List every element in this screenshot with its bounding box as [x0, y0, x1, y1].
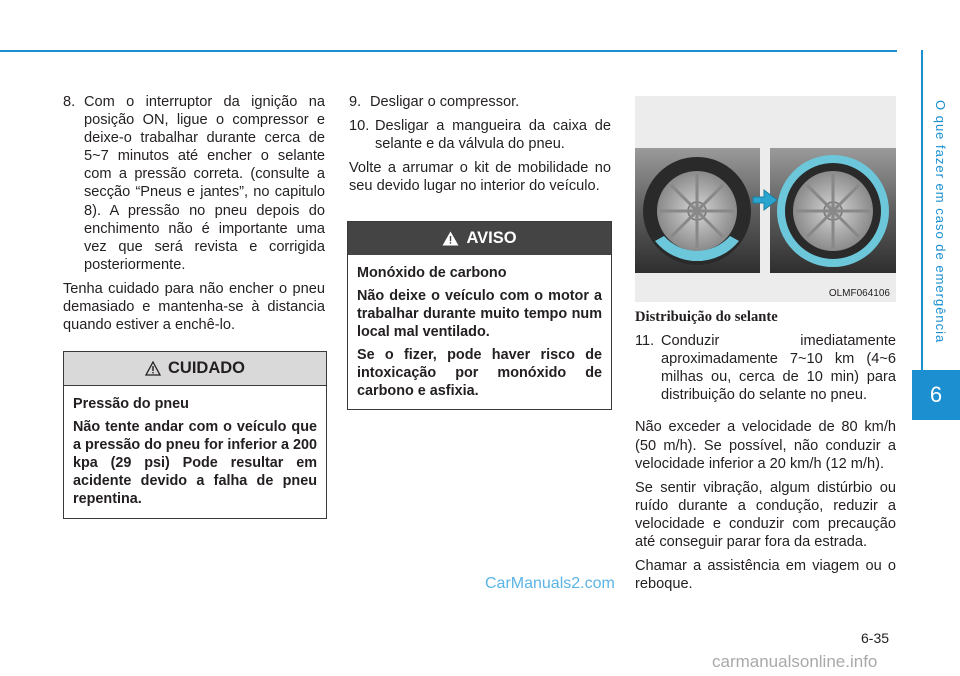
speed-paragraph: Não exceder a velocidade de 80 km/h (50 m/h). Se possível, não conduzir a velocidade inferior a 20 km/h (12 m/h). — [635, 419, 896, 472]
warning-subtitle: Monóxido de carbono — [357, 265, 507, 281]
tire-sealant-diagram — [635, 96, 896, 302]
vibration-paragraph: Se sentir vibração, algum distúrbio ou ruído durante a condução, reduzir a velocidade e conduzir com precaução até conseguir parar fora da estrada. — [635, 479, 896, 551]
page-number: 6-35 — [861, 630, 890, 646]
warning-triangle-icon — [145, 361, 161, 376]
step-number: 10. — [349, 118, 370, 135]
assistance-paragraph: Chamar a assistência em viagem ou o reboque. — [635, 558, 896, 593]
warning-body — [348, 255, 611, 413]
step-number: 8. — [63, 94, 76, 110]
step-10 — [349, 117, 611, 153]
step-text: Desligar a mangueira da caixa de selante e da válvula do pneu. — [375, 118, 611, 153]
step-9 — [349, 93, 611, 111]
caution-body — [64, 386, 326, 521]
step-number: 11. — [635, 333, 655, 350]
side-rule — [921, 50, 923, 370]
caution-box — [63, 351, 327, 519]
watermark-link[interactable]: CarManuals2.com — [485, 575, 615, 592]
warning-title: AVISO — [466, 229, 517, 247]
chapter-side-title: O que fazer em caso de emergência — [933, 100, 948, 344]
stow-kit-paragraph: Volte a arrumar o kit de mobilidade no seu devido lugar no interior do veículo. — [349, 160, 611, 195]
step-8 — [63, 93, 325, 274]
step-text: Com o interruptor da ignição na posição ON, ligue o compressor e deixe-o trabalhar durante cerca de 5~7 minutos até encher o selante com a pressão correta. (consulte a secção “Pneus e jantes”, no capitulo 8). A pressão no pneu depois do enchimento não é importante uma vez que será revista e corrigida posteriormente. — [84, 94, 325, 273]
warning-text-1: Não deixe o veículo com o motor a trabalhar durante muito tempo num local mal ventilado. — [357, 288, 602, 340]
warning-text-2: Se o fizer, pode haver risco de intoxicação por monóxido de carbono e asfixia. — [357, 347, 602, 399]
column-left — [63, 93, 325, 340]
footer-watermark: carmanualsonline.info — [712, 652, 878, 671]
column-right — [635, 308, 896, 599]
top-rule — [0, 50, 897, 52]
step-11 — [635, 332, 896, 404]
warning-box — [347, 221, 612, 410]
chapter-tab: 6 — [912, 370, 960, 420]
caution-text: Não tente andar com o veículo que a pressão do pneu for inferior a 200 kpa (29 psi) Pode resultar em acidente devido a falha de pneu repentina. — [73, 419, 317, 507]
warning-header — [348, 222, 611, 255]
caution-header — [64, 352, 326, 386]
step-text: Conduzir imediatamente aproximadamente 7~10 km (4~6 milhas ou, cerca de 10 min) para distribuição do selante no pneu. — [661, 333, 896, 404]
warning-triangle-icon — [442, 231, 459, 246]
caution-title: CUIDADO — [168, 359, 245, 377]
caution-subtitle: Pressão do pneu — [73, 396, 189, 412]
section-heading: Distribuição do selante — [635, 309, 778, 325]
step-text: Desligar o compressor. — [370, 94, 520, 110]
column-middle — [349, 93, 611, 201]
figure-code: OLMF064106 — [828, 288, 890, 299]
tire-illustration — [635, 96, 896, 302]
step-8-note: Tenha cuidado para não encher o pneu demasiado e mantenha-se à distancia quando estiver a enchê-lo. — [63, 280, 325, 334]
step-number: 9. — [349, 94, 362, 110]
